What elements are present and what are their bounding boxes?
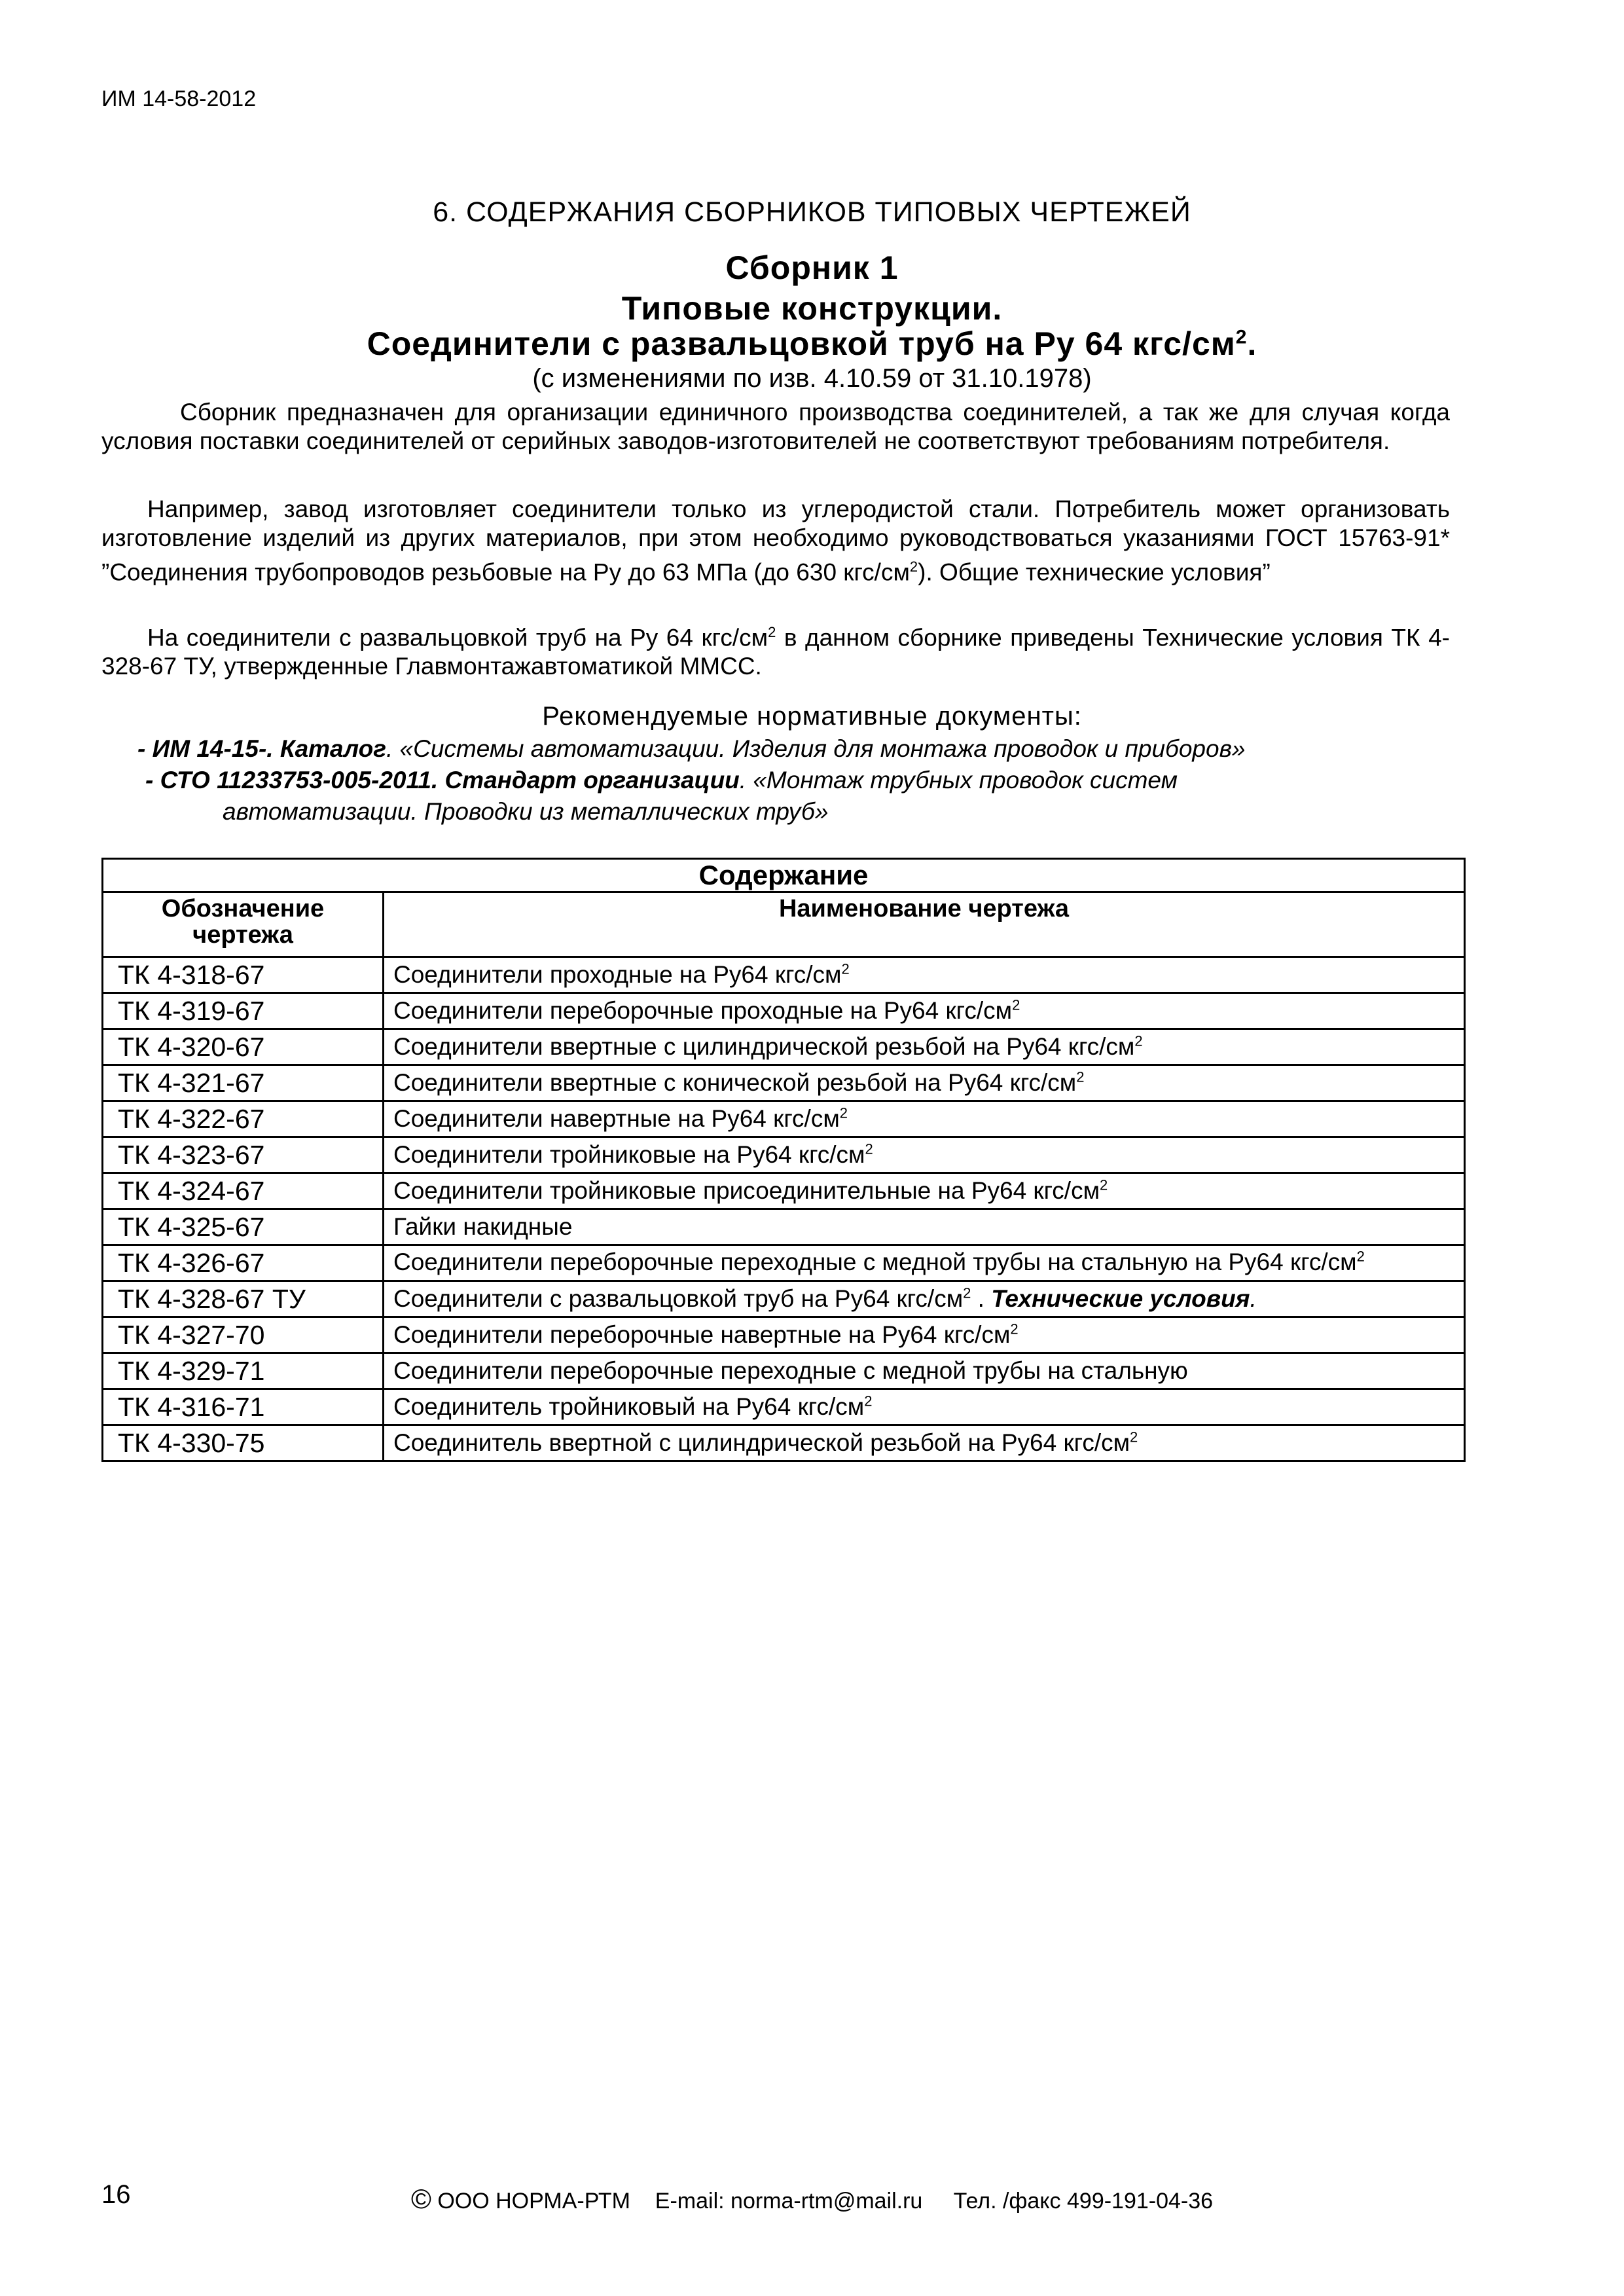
recommended-doc-1: - ИМ 14-15-. Каталог. «Системы автоматизации. Изделия для монтажа проводок и приборов» (137, 735, 1246, 762)
table-row (103, 1425, 1465, 1461)
drawing-name-cell: Соединители переборочные навертные на Ру64 кгс/$см^2$ (384, 1317, 1465, 1353)
contents-table (101, 858, 1466, 1462)
document-code: ИМ 14-58-2012 (101, 86, 257, 111)
table-row (103, 1317, 1465, 1353)
drawing-name-cell: Соединители переборочные проходные на Ру64 кгс/$см^2$ (384, 993, 1465, 1029)
drawing-code-cell: ТК 4-330-75 (103, 1425, 384, 1461)
drawing-code-cell: ТК 4-324-67 (103, 1173, 384, 1209)
recommended-doc-2-cont: автоматизации. Проводки из металлических труб» (223, 798, 829, 825)
drawing-name-cell: Соединители с развальцовкой труб на Ру64 кгс/$см^2$ . Технические условия. (384, 1281, 1465, 1317)
collection-changes: (с изменениями по изв. 4.10.59 от 31.10.1978) (532, 364, 1092, 393)
drawing-name-cell: Соединитель тройниковый на Ру64 кгс/$см^2$ (384, 1389, 1465, 1425)
collection-title: Сборник 1 (725, 249, 899, 286)
section-title: 6. СОДЕРЖАНИЯ СБОРНИКОВ ТИПОВЫХ ЧЕРТЕЖЕЙ (433, 196, 1191, 228)
drawing-code-cell: ТК 4-320-67 (103, 1029, 384, 1065)
footer (0, 2183, 1624, 2215)
drawing-name-cell: Соединители переборочные переходные с медной трубы на стальную (384, 1353, 1465, 1389)
drawing-name-cell: Соединители переборочные переходные с медной трубы на стальную на Ру64 кгс/$см^2$ (384, 1245, 1465, 1281)
footer-company: ООО НОРМА-РТМ (437, 2189, 630, 2214)
table-row (103, 1137, 1465, 1173)
drawing-code-cell: ТК 4-319-67 (103, 993, 384, 1029)
drawing-name-cell: Соединители ввертные с цилиндрической резьбой на Ру64 кгс/$см^2$ (384, 1029, 1465, 1065)
specs-paragraph: На соединители с развальцовкой труб на Ру 64 кгс/$см^2$ в данном сборнике приведены Технические условия ТК 4-328-67 ТУ, утвержденные Главмонтажавтоматикой ММСС. (101, 624, 1450, 680)
table-row (103, 1281, 1465, 1317)
copyright-symbol: © (410, 2183, 431, 2214)
table-caption: Содержание (103, 859, 1465, 892)
drawing-code-cell: ТК 4-327-70 (103, 1317, 384, 1353)
footer-email: E-mail: norma-rtm@mail.ru (655, 2189, 923, 2214)
recommended-docs-heading: Рекомендуемые нормативные документы: (542, 702, 1082, 731)
page-number: 16 (101, 2180, 131, 2209)
table-row (103, 1173, 1465, 1209)
table-row (103, 1389, 1465, 1425)
table-row (103, 1029, 1465, 1065)
collection-subtitle: Типовые конструкции. (621, 290, 1003, 327)
drawing-code-cell: ТК 4-323-67 (103, 1137, 384, 1173)
table-body (103, 957, 1465, 1461)
drawing-name-cell: Соединители тройниковые на Ру64 кгс/$см^2$ (384, 1137, 1465, 1173)
example-paragraph: Например, завод изготовляет соединители только из углеродистой стали. Потребитель может организовать изготовление изделий из других материалов, при этом необходимо руководствоваться указаниями ГОСТ 15763-91* ”Соединения трубопроводов резьбовые на Ру до 63 МПа (до 630 кгс/$см^2$). Общие технические условия” (101, 496, 1450, 586)
table-row (103, 1245, 1465, 1281)
table-row (103, 1065, 1465, 1101)
drawing-name-cell: Соединители тройниковые присоединительные на Ру64 кгс/$см^2$ (384, 1173, 1465, 1209)
column-header-code: Обозначение чертежа (103, 892, 384, 957)
intro-paragraph: Сборник предназначен для организации единичного производства соединителей, а так же для случая когда условия поставки соединителей от серийных заводов-изготовителей не соответствуют требованиям потребителя. (101, 399, 1450, 454)
table-row (103, 993, 1465, 1029)
drawing-name-cell: Соединитель ввертной с цилиндрической резьбой на Ру64 кгс/$см^2$ (384, 1425, 1465, 1461)
drawing-name-cell: Соединители ввертные с конической резьбой на Ру64 кгс/$см^2$ (384, 1065, 1465, 1101)
footer-phone: Тел. /факс 499-191-04-36 (953, 2189, 1214, 2214)
drawing-code-cell: ТК 4-325-67 (103, 1209, 384, 1245)
table-row (103, 1101, 1465, 1137)
drawing-code-cell: ТК 4-329-71 (103, 1353, 384, 1389)
table-row (103, 1353, 1465, 1389)
drawing-code-cell: ТК 4-326-67 (103, 1245, 384, 1281)
drawing-code-cell: ТК 4-321-67 (103, 1065, 384, 1101)
recommended-doc-2: - СТО 11233753-005-2011. Стандарт организации. «Монтаж трубных проводок систем (145, 767, 1178, 793)
drawing-code-cell: ТК 4-318-67 (103, 957, 384, 993)
table-row (103, 957, 1465, 993)
column-header-name: Наименование чертежа (384, 892, 1465, 957)
drawing-name-cell: Соединители навертные на Ру64 кгс/$см^2$ (384, 1101, 1465, 1137)
drawing-name-cell: Гайки накидные (384, 1209, 1465, 1245)
drawing-code-cell: ТК 4-322-67 (103, 1101, 384, 1137)
drawing-code-cell: ТК 4-316-71 (103, 1389, 384, 1425)
drawing-code-cell: ТК 4-328-67 ТУ (103, 1281, 384, 1317)
collection-name: Соединители с развальцовкой труб на Ру 64 кгс/$см^2$. (367, 325, 1257, 362)
drawing-name-cell: Соединители проходные на Ру64 кгс/$см^2$ (384, 957, 1465, 993)
table-row (103, 1209, 1465, 1245)
